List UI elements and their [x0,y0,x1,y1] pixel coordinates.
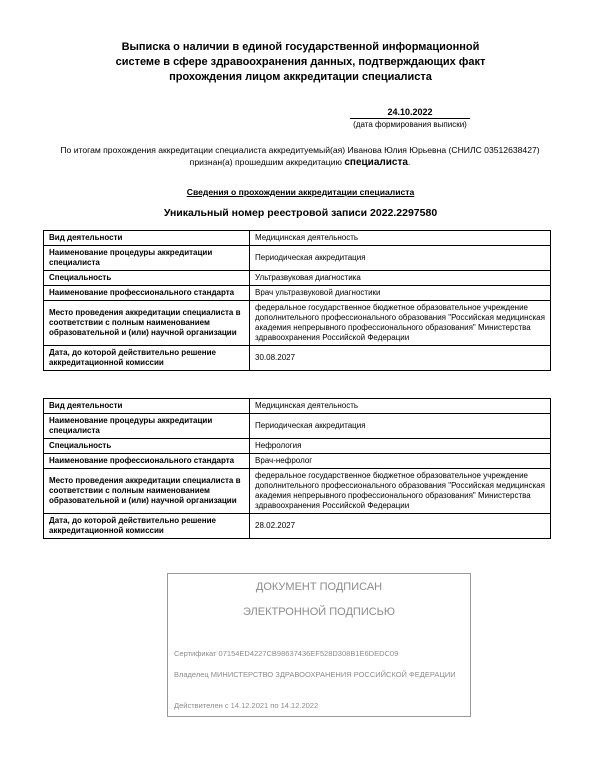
issue-date-block [350,107,470,129]
label-valid-until: Дата, до которой действительно решение аккредитационной комиссии [44,514,250,539]
issue-date: 24.10.2022 [350,107,470,119]
table-row [44,286,551,301]
label-valid-until: Дата, до которой действительно решение аккредитационной комиссии [44,346,250,371]
label-standard: Наименование профессионального стандарта [44,454,250,469]
table-row [44,439,551,454]
value-specialty: Нефрология [250,439,551,454]
intro-line-2-suffix: . [407,157,411,167]
label-place: Место проведения аккредитации специалиста в соответствии с полным наименованием образовательной и (или) научной организации [44,469,250,514]
table-row [44,271,551,286]
label-specialty: Специальность [44,271,250,286]
accreditation-record-table [43,398,551,539]
label-procedure: Наименование процедуры аккредитации специалиста [44,414,250,439]
title-line-3: прохождения лицом аккредитации специалиста [169,71,432,83]
electronic-signature-stamp [167,573,471,717]
intro-line-2-bold: специалиста [344,157,408,168]
signature-validity: Действителен с 14.12.2021 по 14.12.2022 [174,701,319,710]
intro-text [50,144,550,169]
signature-certificate: Сертификат 07154ED4227CB98637436EF528D308B1E6DEDC09 [174,649,399,658]
table-row [44,414,551,439]
signature-heading-2: ЭЛЕКТРОННОЙ ПОДПИСЬЮ [242,606,396,618]
value-valid-until: 30.08.2027 [250,346,551,371]
document-title [80,40,521,85]
intro-line-1: По итогам прохождения аккредитации специалиста аккредитуемый(ая) Иванова Юлия Юрьевна (СНИЛС 03512638427) [60,145,540,155]
intro-line-2 [50,156,550,169]
label-activity: Вид деятельности [44,231,250,246]
signature-owner: Владелец МИНИСТЕРСТВО ЗДРАВООХРАНЕНИЯ РОССИЙСКОЙ ФЕДЕРАЦИИ [174,670,456,679]
title-line-2: системе в сфере здравоохранения данных, подтверждающих факт [115,56,486,68]
table-row [44,469,551,514]
value-place: федеральное государственное бюджетное образовательное учреждение дополнительного профессионального образования "Российская медицинская академия непрерывного профессионального образования" Министерства здравоохранения Российской Федерации [250,301,551,346]
table-row [44,454,551,469]
value-standard: Врач ультразвуковой диагностики [250,286,551,301]
table-row [44,246,551,271]
value-valid-until: 28.02.2027 [250,514,551,539]
label-specialty: Специальность [44,439,250,454]
table-row [44,399,551,414]
label-place: Место проведения аккредитации специалиста в соответствии с полным наименованием образовательной и (или) научной организации [44,301,250,346]
title-line-1: Выписка о наличии в единой государственной информационной [121,41,480,53]
value-standard: Врач-нефролог [250,454,551,469]
value-activity: Медицинская деятельность [250,231,551,246]
table-row [44,231,551,246]
value-procedure: Периодическая аккредитация [250,414,551,439]
value-specialty: Ультразвуковая диагностика [250,271,551,286]
signature-heading-1: ДОКУМЕНТ ПОДПИСАН [255,581,383,593]
value-activity: Медицинская деятельность [250,399,551,414]
unique-record-number: Уникальный номер реестровой записи 2022.2297580 [163,207,438,219]
issue-date-caption: (дата формирования выписки) [353,120,467,129]
accreditation-record-table [43,230,551,371]
table-row [44,514,551,539]
label-procedure: Наименование процедуры аккредитации специалиста [44,246,250,271]
table-row [44,346,551,371]
intro-line-2-prefix: признан(а) прошедшим аккредитацию [189,157,342,167]
label-standard: Наименование профессионального стандарта [44,286,250,301]
table-row [44,301,551,346]
value-procedure: Периодическая аккредитация [250,246,551,271]
value-place: федеральное государственное бюджетное образовательное учреждение дополнительного профессионального образования "Российская медицинская академия непрерывного профессионального образования" Министерства здравоохранения Российской Федерации [250,469,551,514]
label-activity: Вид деятельности [44,399,250,414]
section-title: Сведения о прохождении аккредитации специалиста [186,187,415,197]
